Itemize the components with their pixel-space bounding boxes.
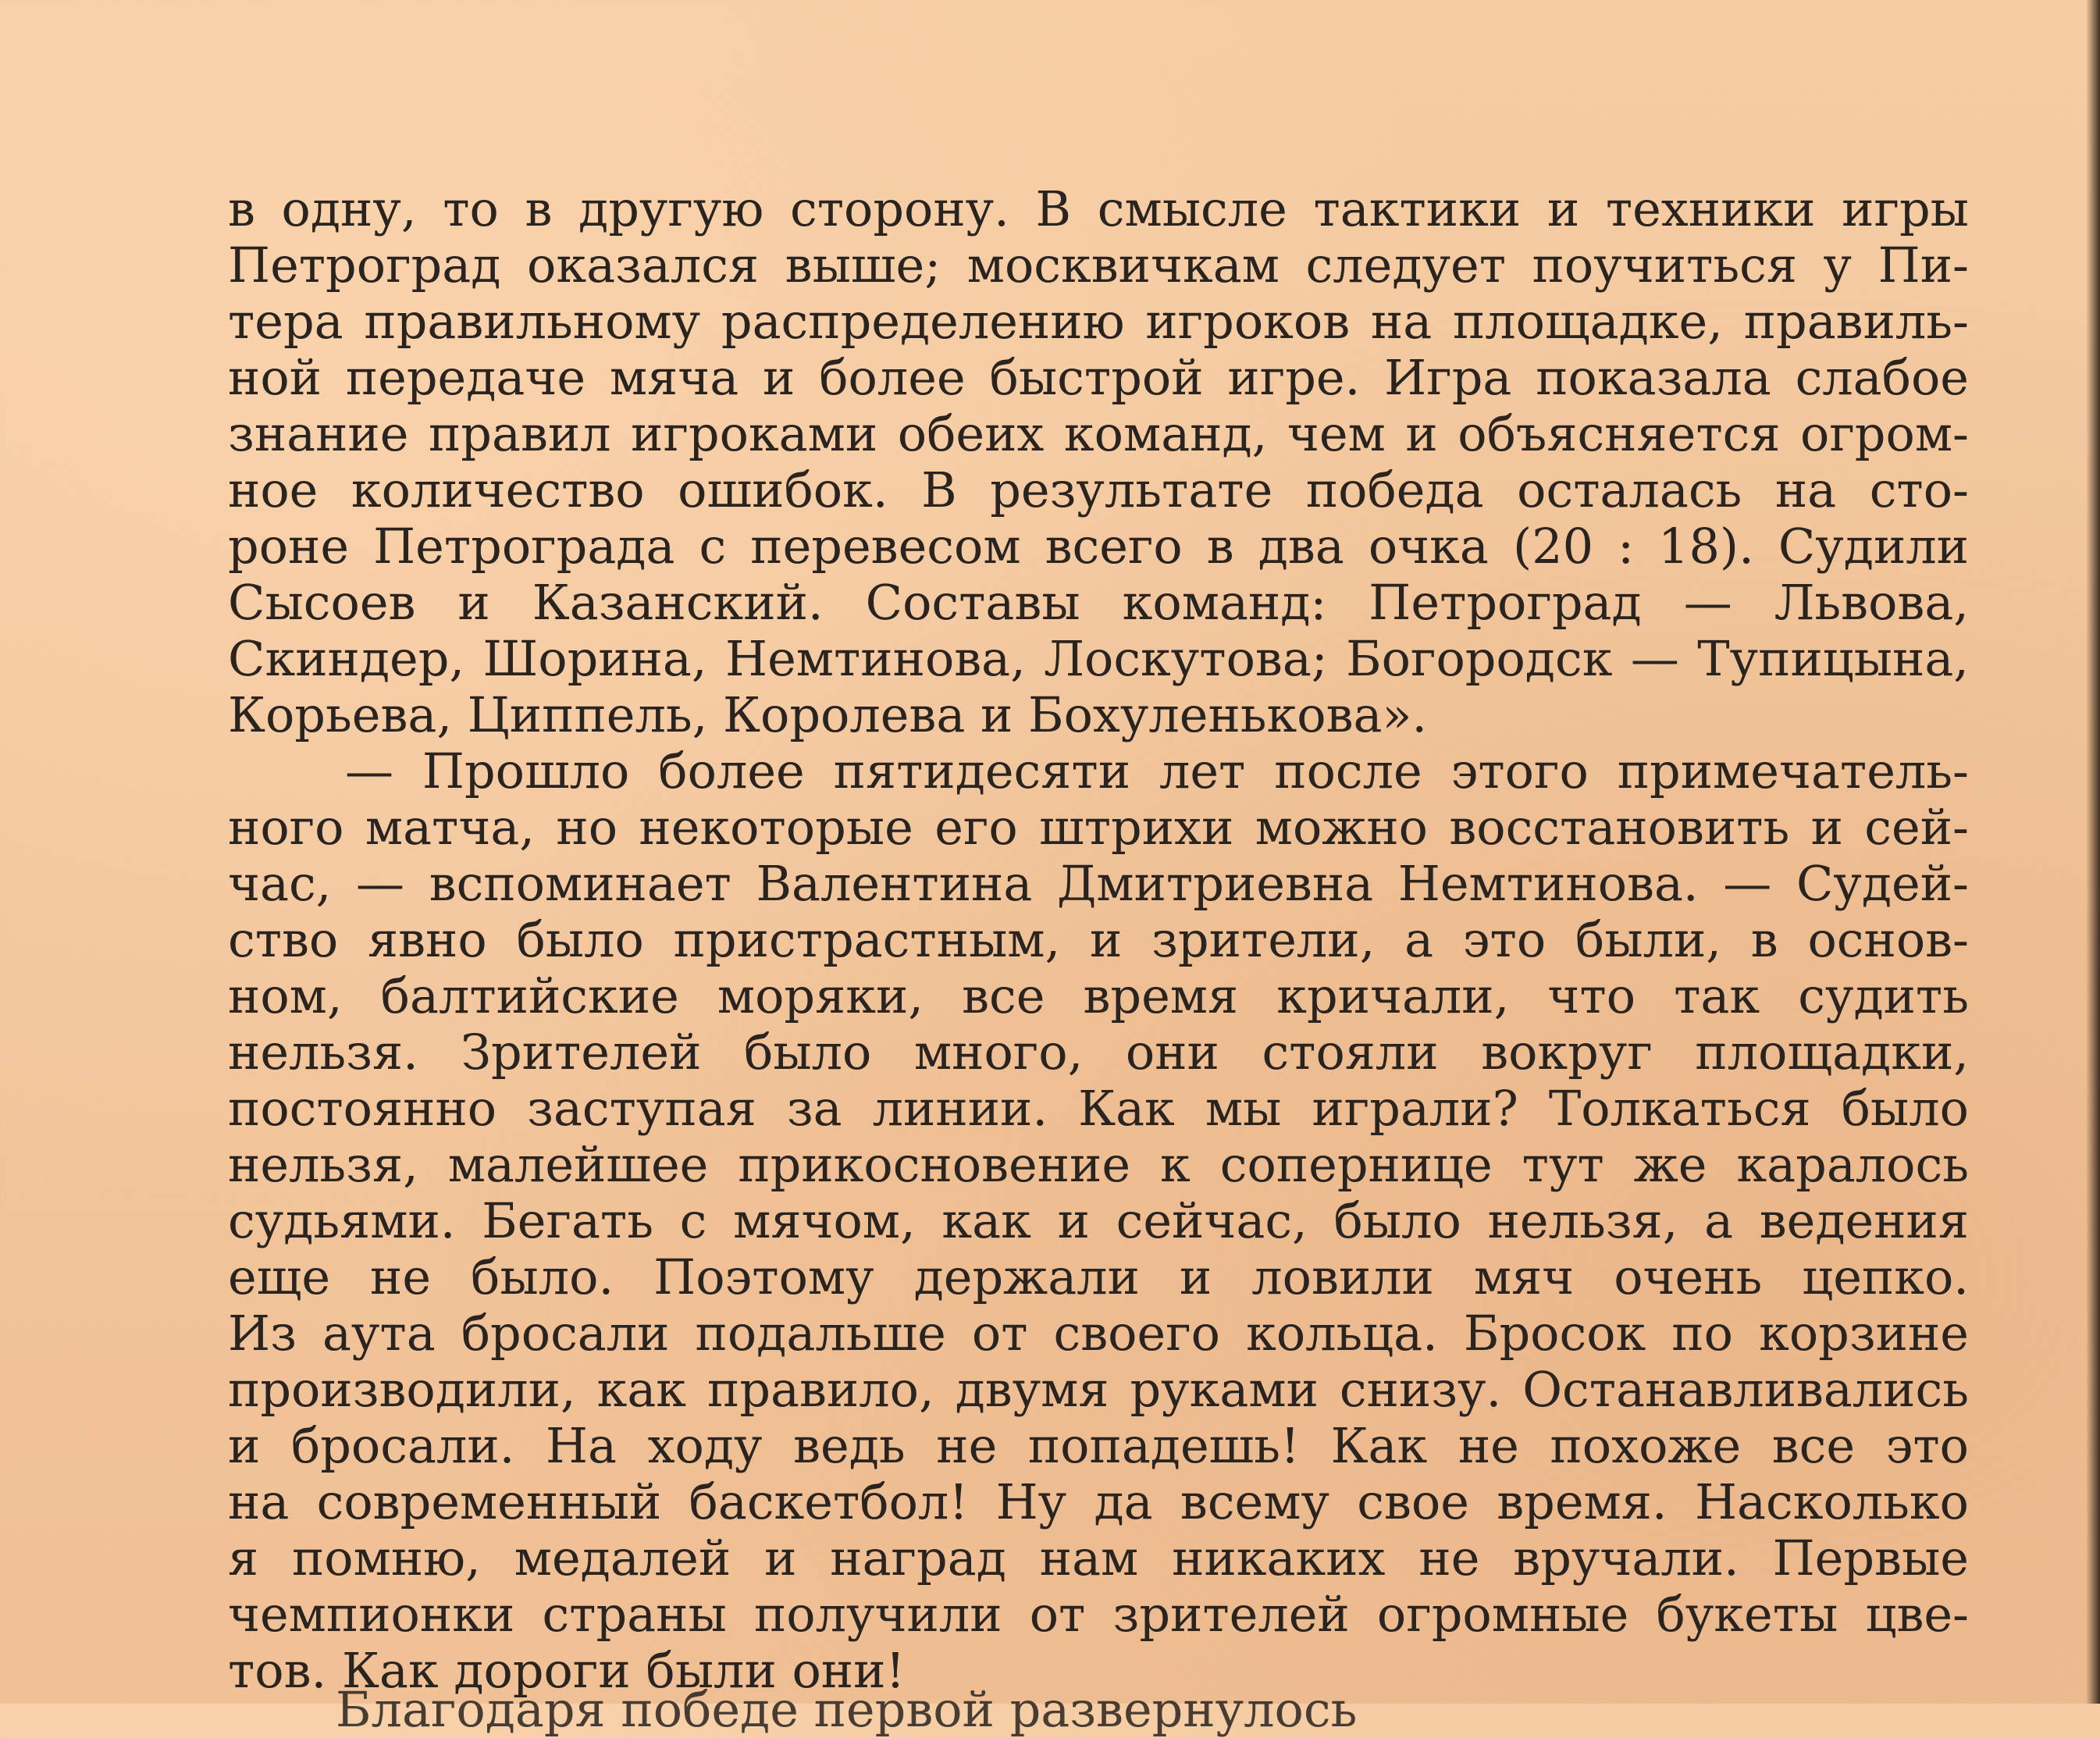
text-line: Петроград оказался выше; москвичкам следует поучиться у Пи- xyxy=(228,237,1969,294)
cutoff-next-line xyxy=(336,1681,1952,1738)
paragraph-start-line: — Прошло более пятидесяти лет после этого примечатель- xyxy=(345,743,1969,800)
text-line: ное количество ошибок. В результате победа осталась на сто- xyxy=(228,461,1969,518)
text-line: Сысоев и Казанский. Составы команд: Петроград — Львова, xyxy=(228,574,1969,631)
text-line: еще не было. Поэтому держали и ловили мяч очень цепко. xyxy=(228,1248,1969,1305)
body-text xyxy=(228,181,1969,1699)
text-line: ство явно было пристрастным, и зрители, а это были, в основ- xyxy=(228,911,1969,968)
text-line: тера правильному распределению игроков на площадке, правиль- xyxy=(228,293,1969,350)
paragraph-end-line: тов. Как дороги были они! xyxy=(228,1642,906,1699)
text-line: час, — вспоминает Валентина Дмитриевна Немтинова. — Судей- xyxy=(228,855,1969,912)
text-line: постоянно заступая за линии. Как мы играли? Толкаться было xyxy=(228,1080,1969,1137)
text-line: ного матча, но некоторые его штрихи можно восстановить и сей- xyxy=(228,799,1969,856)
text-line: я помню, медалей и наград нам никаких не вручали. Первые xyxy=(228,1530,1969,1587)
text-line: знание правил игроками обеих команд, чем и объясняется огром- xyxy=(228,405,1969,462)
text-line: производили, как правило, двумя руками снизу. Останавливались xyxy=(228,1361,1969,1418)
text-line: Из аута бросали подальше от своего кольца. Бросок по корзине xyxy=(228,1305,1969,1362)
text-line: ном, балтийские моряки, все время кричали, что так судить xyxy=(228,967,1969,1024)
text-line: и бросали. На ходу ведь не попадешь! Как не похоже все это xyxy=(228,1417,1969,1474)
text-line: ной передаче мяча и более быстрой игре. Игра показала слабое xyxy=(228,349,1969,406)
text-line: чемпионки страны получили от зрителей огромные букеты цве- xyxy=(228,1586,1969,1643)
text-line: судьями. Бегать с мячом, как и сейчас, было нельзя, а ведения xyxy=(228,1192,1969,1249)
cutoff-line-text: Благодаря победе первой развернулось xyxy=(336,1681,1358,1738)
text-line: в одну, то в другую сторону. В смысле тактики и техники игры xyxy=(228,180,1969,237)
text-line: нельзя. Зрителей было много, они стояли вокруг площадки, xyxy=(228,1024,1969,1081)
text-line: на современный баскетбол! Ну да всему свое время. Насколько xyxy=(228,1473,1969,1530)
page-edge-shadow xyxy=(2086,0,2100,1704)
text-line: Скиндер, Шорина, Немтинова, Лоскутова; Богородск — Тупицына, xyxy=(228,630,1969,687)
paragraph-end-line: Корьева, Циппель, Королева и Бохуленькова». xyxy=(228,686,1428,743)
text-line: нельзя, малейшее прикосновение к сопернице тут же каралось xyxy=(228,1136,1969,1193)
text-line: роне Петрограда с перевесом всего в два очка (20 : 18). Судили xyxy=(228,518,1969,575)
